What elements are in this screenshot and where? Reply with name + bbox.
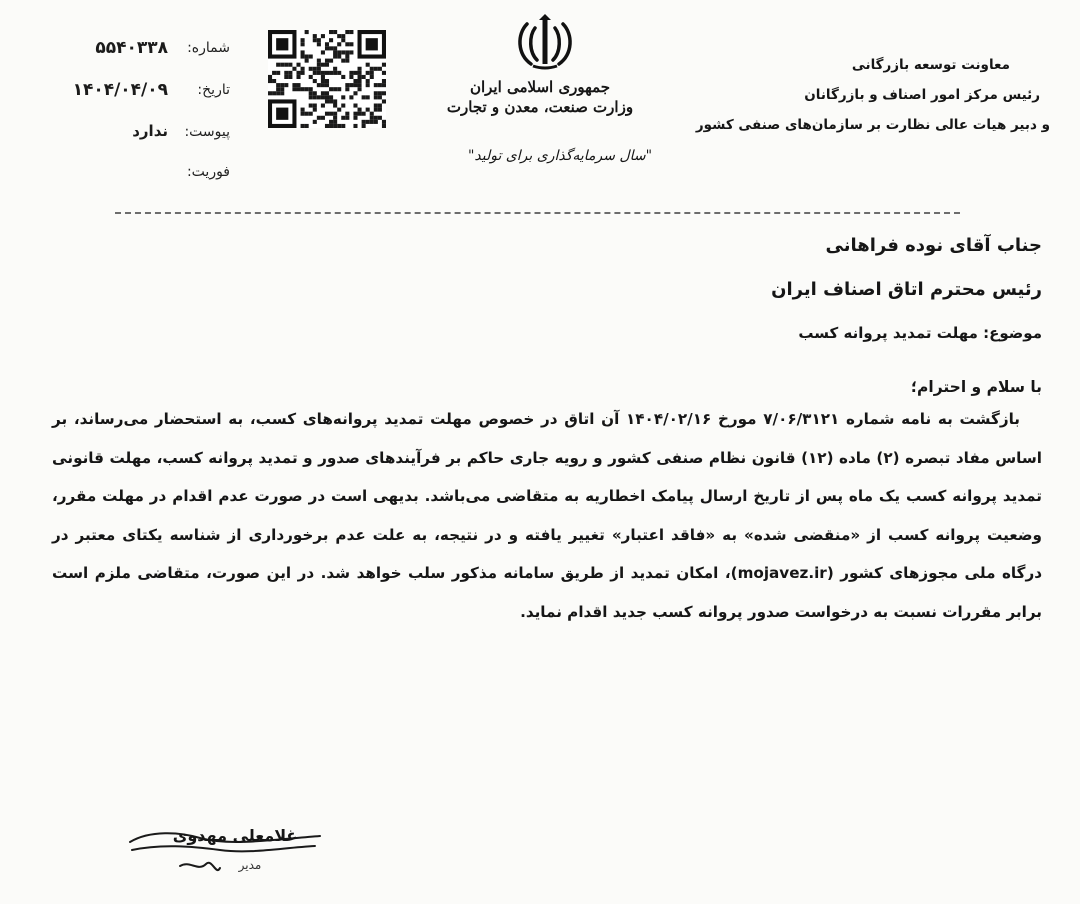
attachment-row: [60, 122, 230, 146]
priority-row: [60, 162, 230, 186]
recipient-title: رئیس محترم اتاق اصناف ایران: [771, 279, 1042, 300]
date-value: ۱۴۰۴/۰۴/۰۹: [72, 80, 168, 100]
sender-line-2: رئیس مرکز امور اصناف و بازرگانان: [804, 87, 1040, 103]
signatory-title: مدیر: [238, 858, 262, 872]
sender-block: [695, 50, 1050, 140]
letter-subject: موضوع: مهلت تمدید پروانه کسب: [798, 324, 1042, 342]
signatory-name: غلامعلی مهدوی: [172, 826, 298, 845]
priority-label: فوریت:: [186, 164, 230, 180]
ministry-country: جمهوری اسلامی ایران: [469, 78, 611, 96]
date-row: [60, 80, 230, 104]
greeting: با سلام و احترام؛: [910, 378, 1042, 396]
number-label: شماره:: [187, 40, 230, 56]
number-value: ۵۵۴۰۳۳۸: [95, 38, 168, 58]
attachment-value: ندارد: [132, 122, 168, 140]
number-row: [60, 38, 230, 62]
ministry-block: [440, 78, 640, 116]
letter-paragraph-text: بازگشت به نامه شماره ۷/۰۶/۳۱۲۱ مورخ ۱۴۰۴/۰۲/۱۶ آن اتاق در خصوص مهلت تمدید پروانه‌های کسب، به استحضار می‌رساند، بر اساس مفاد تبصره (۲) ماده (۱۲) قانون نظام صنفی کشور و رویه جاری حاکم بر فرآیندهای صدور و تمدید پروانه کسب، مهلت قانونی تمدید پروانه کسب یک ماه پس از تاریخ ارسال پیامک اخطاریه به متقاضی می‌باشد. بدیهی است در صورت عدم اقدام در مهلت مقرر، وضعیت پروانه کسب از «منقضی شده» به «فاقد اعتبار» تغییر یافته و در نتیجه، به علت عدم برخورداری از شناسه یکتای معتبر در درگاه ملی مجوزهای کشور (mojavez.ir)، امکان تمدید از طریق سامانه مذکور سلب خواهد شد. در این صورت، متقاضی ملزم است برابر مقررات نسبت به درخواست صدور پروانه کسب جدید اقدام نماید.: [52, 410, 1043, 621]
year-slogan: "سال سرمایه‌گذاری برای تولید": [467, 148, 653, 164]
attachment-label: پیوست:: [184, 124, 230, 140]
recipient-name: جناب آقای نوده فراهانی: [825, 235, 1042, 256]
ministry-name: وزارت صنعت، معدن و تجارت: [446, 98, 634, 116]
iran-emblem-icon: [505, 12, 585, 72]
sender-line-3: و دبیر هیات عالی نظارت بر سازمان‌های صنفی کشور: [695, 117, 1050, 133]
date-label: تاریخ:: [197, 82, 230, 98]
qr-code-icon: [268, 30, 386, 128]
letter-body: [42, 228, 1042, 632]
header-divider: [115, 212, 960, 214]
sender-line-1: معاونت توسعه بازرگانی: [851, 57, 1010, 73]
letter-paragraph: [52, 400, 1042, 632]
